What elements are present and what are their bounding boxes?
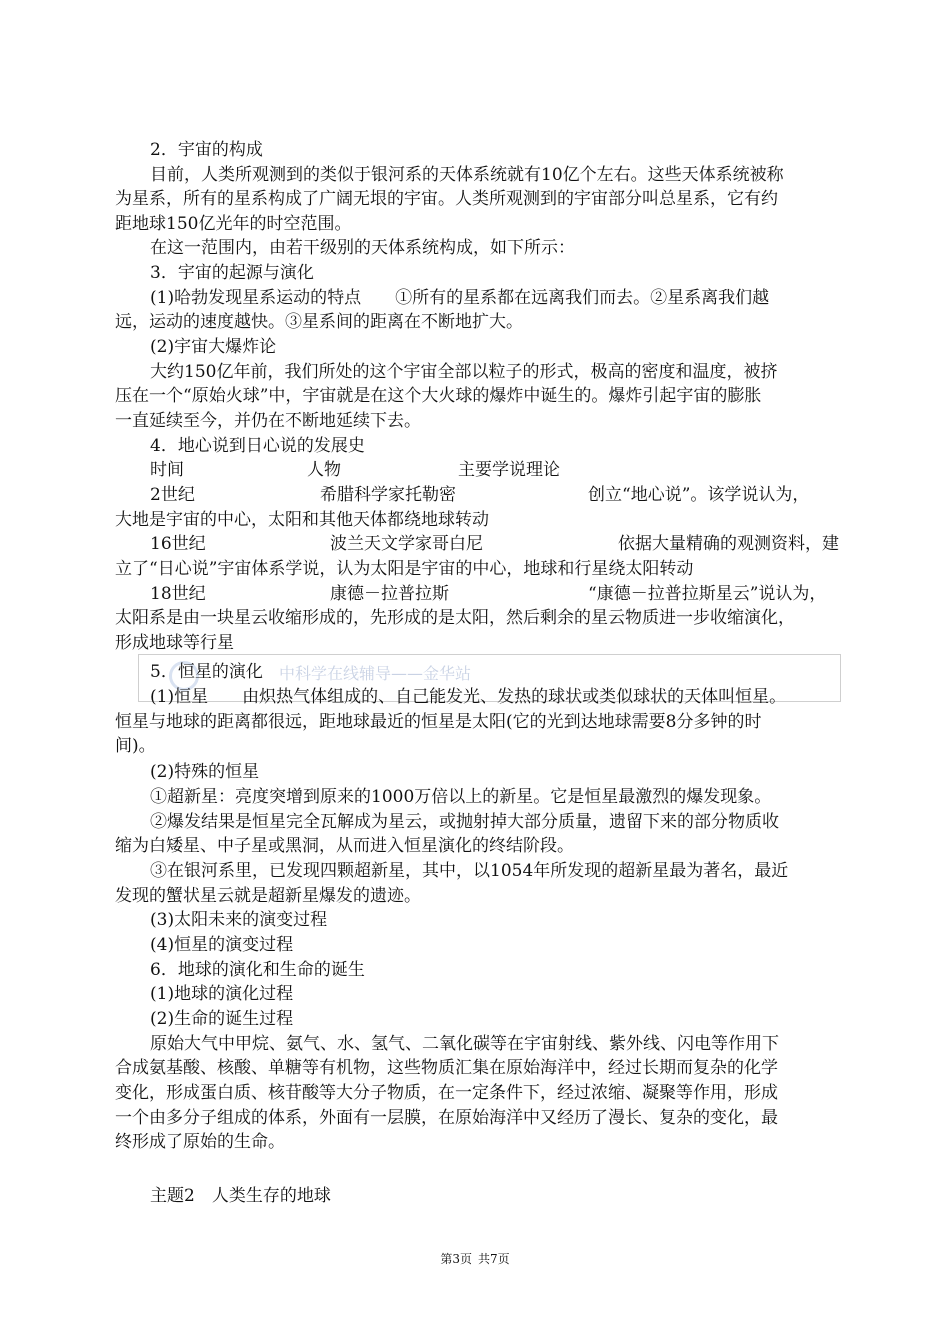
paragraph-line: 一直延续至今，并仍在不断地延续下去。 — [115, 411, 421, 431]
subsection-heading: (3)太阳未来的演变过程 — [150, 910, 328, 930]
subsection-heading: (4)恒星的演变过程 — [150, 935, 294, 955]
paragraph-line: 目前，人类所观测到的类似于银河系的天体系统就有10亿个左右。这些天体系统被称 — [150, 165, 784, 185]
table-cell-person: 波兰天文学家哥白尼 — [330, 534, 483, 554]
table-header-theory: 主要学说理论 — [458, 460, 560, 480]
section-heading: 6．地球的演化和生命的诞生 — [150, 960, 365, 980]
table-header-time: 时间 — [150, 460, 184, 480]
subsection-heading: (2)生命的诞生过程 — [150, 1009, 294, 1029]
table-cell-theory: 创立“地心说”。该学说认为， — [588, 485, 810, 505]
paragraph-line: 原始大气中甲烷、氨气、水、氢气、二氧化碳等在宇宙射线、紫外线、闪电等作用下 — [150, 1034, 779, 1054]
paragraph-line: 恒星与地球的距离都很远，距地球最近的恒星是太阳(它的光到达地球需要8分多钟的时 — [115, 712, 762, 732]
paragraph-line: ③在银河系里，已发现四颗超新星，其中，以1054年所发现的超新星最为著名，最近 — [150, 861, 789, 881]
paragraph-line: 变化，形成蛋白质、核苷酸等大分子物质，在一定条件下，经过浓缩、凝聚等作用，形成 — [115, 1083, 778, 1103]
table-cell-continuation: 立了“日心说”宇宙体系学说，认为太阳是宇宙的中心，地球和行星绕太阳转动 — [115, 559, 694, 579]
paragraph-line: 发现的蟹状星云就是超新星爆发的遗迹。 — [115, 886, 421, 906]
paragraph-line: 压在一个“原始火球”中，宇宙就是在这个大火球的爆炸中诞生的。爆炸引起宇宙的膨胀 — [115, 386, 762, 406]
table-cell-person: 希腊科学家托勒密 — [320, 485, 456, 505]
table-header-person: 人物 — [307, 460, 341, 480]
topic-heading: 主题2 人类生存的地球 — [150, 1186, 331, 1206]
section-heading: 3．宇宙的起源与演化 — [150, 263, 314, 283]
table-cell-theory: 依据大量精确的观测资料，建 — [618, 534, 839, 554]
paragraph-line: ①超新星：亮度突增到原来的1000万倍以上的新星。它是恒星最激烈的爆发现象。 — [150, 787, 772, 807]
table-cell-time: 18世纪 — [150, 584, 206, 604]
paragraph-line: (1)恒星 由炽热气体组成的、自己能发光、发热的球状或类似球状的天体叫恒星。 — [150, 687, 787, 707]
section-heading: 4．地心说到日心说的发展史 — [150, 436, 365, 456]
table-cell-continuation: 大地是宇宙的中心，太阳和其他天体都绕地球转动 — [115, 510, 489, 530]
subsection-heading: (2)特殊的恒星 — [150, 762, 260, 782]
page-number: 第3页 — [440, 1252, 472, 1266]
paragraph-line: ②爆发结果是恒星完全瓦解成为星云，或抛射掉大部分质量，遗留下来的部分物质收 — [150, 812, 779, 832]
paragraph-line: (1)哈勃发现星系运动的特点 ①所有的星系都在远离我们而去。②星系离我们越 — [150, 288, 770, 308]
paragraph-line: 在这一范围内，由若干级别的天体系统构成，如下所示： — [150, 238, 575, 258]
section-heading: 2．宇宙的构成 — [150, 140, 263, 160]
subsection-heading: (2)宇宙大爆炸论 — [150, 337, 277, 357]
section-heading: 5．恒星的演化 — [150, 662, 263, 682]
paragraph-line: 一个由多分子组成的体系，外面有一层膜，在原始海洋中又经历了漫长、复杂的变化，最 — [115, 1108, 778, 1128]
table-cell-time: 16世纪 — [150, 534, 206, 554]
paragraph-line: 远，运动的速度越快。③星系间的距离在不断地扩大。 — [115, 312, 523, 332]
table-cell-continuation: 形成地球等行星 — [115, 633, 234, 653]
table-cell-person: 康德－拉普拉斯 — [330, 584, 449, 604]
paragraph-line: 距地球150亿光年的时空范围。 — [115, 214, 352, 234]
page-total: 共7页 — [478, 1252, 510, 1266]
paragraph-line: 缩为白矮星、中子星或黑洞，从而进入恒星演化的终结阶段。 — [115, 836, 574, 856]
page-footer — [0, 1250, 950, 1267]
paragraph-line: 间)。 — [115, 736, 156, 756]
table-cell-continuation: 太阳系是由一块星云收缩形成的，先形成的是太阳，然后剩余的星云物质进一步收缩演化， — [115, 608, 795, 628]
paragraph-line: 合成氨基酸、核酸、单糖等有机物，这些物质汇集在原始海洋中，经过长期而复杂的化学 — [115, 1058, 778, 1078]
subsection-heading: (1)地球的演化过程 — [150, 984, 294, 1004]
table-cell-time: 2世纪 — [150, 485, 195, 505]
paragraph-line: 大约150亿年前，我们所处的这个宇宙全部以粒子的形式，极高的密度和温度，被挤 — [150, 362, 778, 382]
paragraph-line: 为星系，所有的星系构成了广阔无垠的宇宙。人类所观测到的宇宙部分叫总星系，它有约 — [115, 189, 778, 209]
watermark-text: 中科学在线辅导——金华站 — [279, 664, 472, 683]
paragraph-line: 终形成了原始的生命。 — [115, 1132, 285, 1152]
table-cell-theory: “康德－拉普拉斯星云”说认为， — [588, 584, 827, 604]
